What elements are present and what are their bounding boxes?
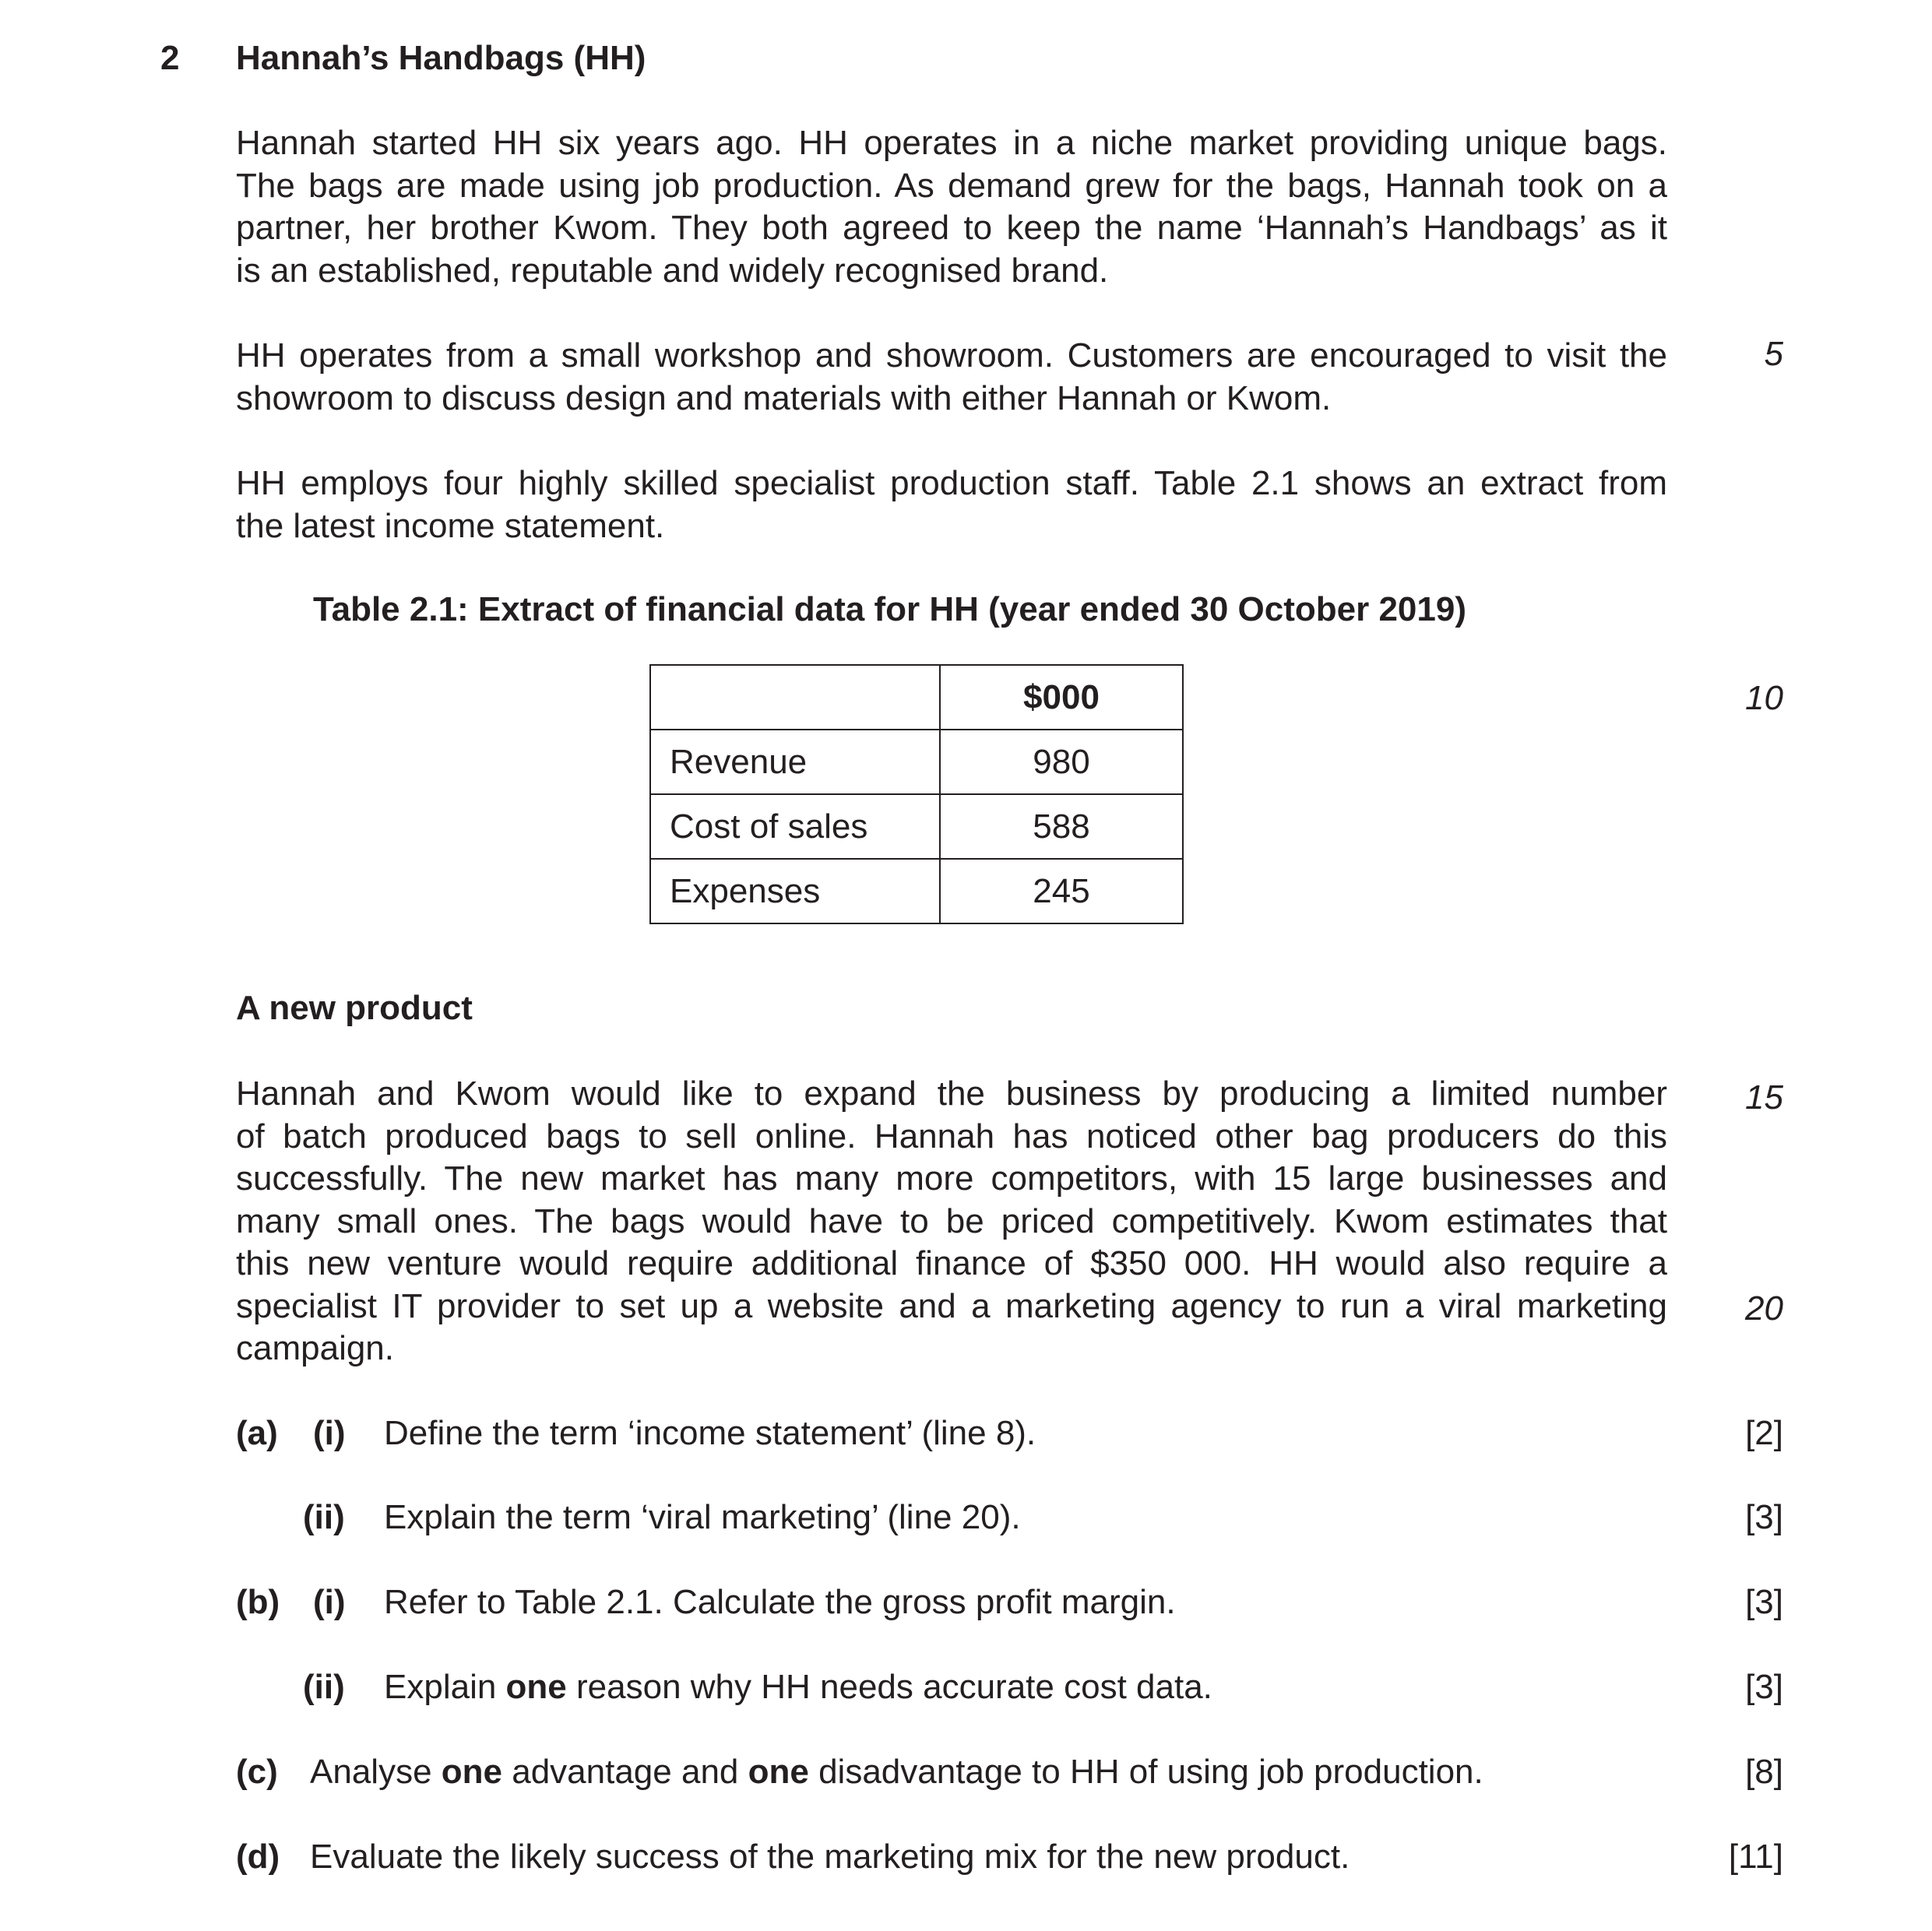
text-run: disadvantage to HH of using job production. xyxy=(808,1753,1483,1791)
text-run: advantage and xyxy=(502,1753,748,1791)
text-line: this new venture would require additional finance of $350 000. HH would also require a xyxy=(236,1244,1667,1282)
text-run: Analyse xyxy=(310,1753,442,1791)
financial-data-table xyxy=(649,664,1184,924)
intro-paragraph xyxy=(236,122,1667,292)
mark-a-i: [2] xyxy=(1745,1414,1783,1452)
workshop-paragraph xyxy=(236,335,1667,420)
text-line: partner, her brother Kwom. They both agreed to keep the name ‘Hannah’s Handbags’ as it xyxy=(236,209,1667,247)
table-row xyxy=(650,794,1183,859)
mark-a-ii: [3] xyxy=(1745,1498,1783,1536)
mark-b-i: [3] xyxy=(1745,1583,1783,1621)
question-b-i-text: Refer to Table 2.1. Calculate the gross profit margin. xyxy=(384,1583,1176,1621)
emphasis-word: one xyxy=(748,1753,809,1791)
part-label-b: (b) xyxy=(236,1583,280,1621)
part-label-a: (a) xyxy=(236,1414,278,1452)
subpart-label-a-ii: (ii) xyxy=(303,1498,345,1536)
table-cell-value: 245 xyxy=(940,859,1183,923)
mark-d: [11] xyxy=(1728,1838,1783,1876)
subpart-label-b-ii: (ii) xyxy=(303,1668,345,1706)
text-line: Hannah started HH six years ago. HH operates in a niche market providing unique bags. xyxy=(236,124,1667,162)
part-label-d: (d) xyxy=(236,1838,280,1876)
line-number: 10 xyxy=(1745,679,1783,717)
text-line: the latest income statement. xyxy=(236,506,665,545)
text-line: of batch produced bags to sell online. Hannah has noticed other bag producers do this xyxy=(236,1117,1667,1155)
emphasis-word: one xyxy=(441,1753,502,1791)
table-header-cell xyxy=(650,665,940,730)
part-label-c: (c) xyxy=(236,1753,278,1791)
text-line: many small ones. The bags would have to be priced competitively. Kwom estimates that xyxy=(236,1201,1667,1240)
table-cell-label: Expenses xyxy=(650,859,940,923)
mark-c: [8] xyxy=(1745,1753,1783,1791)
text-line: Hannah and Kwom would like to expand the business by producing a limited number xyxy=(236,1075,1667,1113)
table-row xyxy=(650,730,1183,794)
question-d-text: Evaluate the likely success of the marketing mix for the new product. xyxy=(310,1838,1350,1876)
subpart-label-a-i: (i) xyxy=(313,1414,346,1452)
question-c-text xyxy=(310,1753,1483,1792)
subpart-label-b-i: (i) xyxy=(313,1583,346,1621)
text-line: is an established, reputable and widely recognised brand. xyxy=(236,251,1109,290)
line-number: 5 xyxy=(1764,335,1783,373)
staff-paragraph xyxy=(236,463,1667,547)
line-number: 15 xyxy=(1745,1078,1783,1117)
text-run: reason why HH needs accurate cost data. xyxy=(566,1668,1212,1706)
new-product-paragraph xyxy=(236,1073,1667,1370)
table-header-cell: $000 xyxy=(940,665,1183,730)
table-cell-value: 588 xyxy=(940,794,1183,859)
text-line: HH employs four highly skilled specialist production staff. Table 2.1 shows an extract from xyxy=(236,464,1667,502)
question-b-ii-text xyxy=(384,1668,1212,1707)
text-line: specialist IT provider to set up a website and a marketing agency to run a viral marketing xyxy=(236,1286,1667,1325)
mark-b-ii: [3] xyxy=(1745,1668,1783,1706)
question-title: Hannah’s Handbags (HH) xyxy=(236,39,646,77)
question-number: 2 xyxy=(160,39,180,77)
emphasis-word: one xyxy=(505,1668,567,1706)
table-cell-label: Cost of sales xyxy=(650,794,940,859)
line-number: 20 xyxy=(1745,1289,1783,1328)
text-run: Explain xyxy=(384,1668,506,1706)
section-subheading: A new product xyxy=(236,989,473,1027)
text-line: HH operates from a small workshop and showroom. Customers are encouraged to visit the xyxy=(236,336,1667,375)
table-cell-label: Revenue xyxy=(650,730,940,794)
table-row xyxy=(650,859,1183,923)
table-cell-value: 980 xyxy=(940,730,1183,794)
table-header-row xyxy=(650,665,1183,730)
question-a-i-text: Define the term ‘income statement’ (line 8). xyxy=(384,1414,1036,1452)
table-caption: Table 2.1: Extract of financial data for HH (year ended 30 October 2019) xyxy=(313,590,1466,628)
text-line: The bags are made using job production. As demand grew for the bags, Hannah took on a xyxy=(236,166,1667,205)
question-a-ii-text: Explain the term ‘viral marketing’ (line 20). xyxy=(384,1498,1021,1536)
text-line: successfully. The new market has many more competitors, with 15 large businesses and xyxy=(236,1159,1667,1198)
text-line: showroom to discuss design and materials with either Hannah or Kwom. xyxy=(236,378,1332,417)
text-line: campaign. xyxy=(236,1329,395,1367)
